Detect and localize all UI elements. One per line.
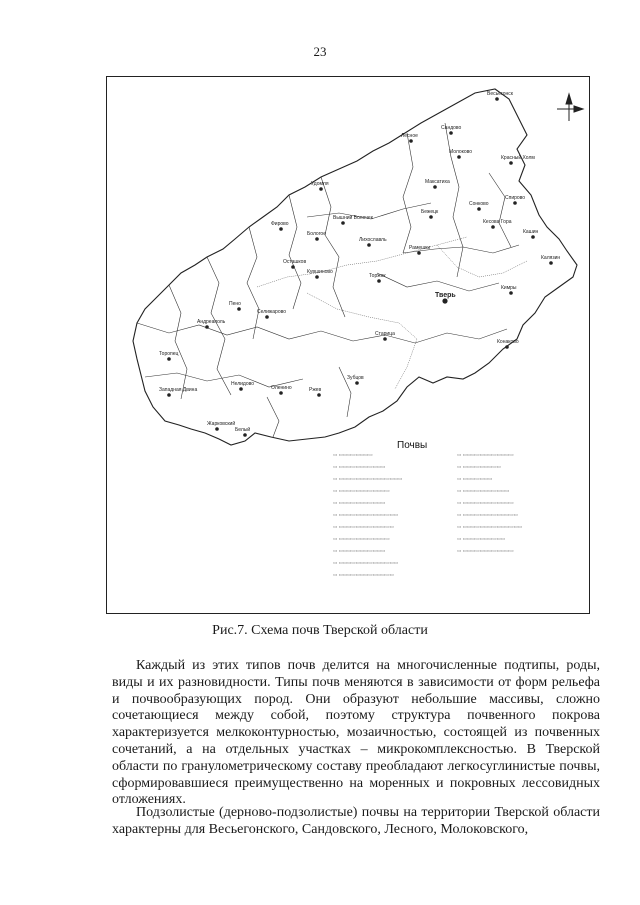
city-label: Молоково <box>449 149 473 155</box>
city-label: Бежецк <box>421 209 439 215</box>
city-label: Лесное <box>401 133 418 139</box>
city-dot <box>442 298 447 303</box>
city-label: Калязин <box>541 255 561 261</box>
city-label: Жарковский <box>207 421 236 427</box>
legend-row: ▭ ▭▭▭▭▭▭▭▭▭▭▭ <box>333 548 386 553</box>
city-dot <box>243 433 247 437</box>
city-dot <box>367 243 371 247</box>
city-label: Бологое <box>307 231 326 237</box>
city-label: Кувшиново <box>307 269 333 275</box>
legend-row: ▭ ▭▭▭▭▭▭▭▭ <box>333 452 373 457</box>
city-label: Ржев <box>309 387 322 393</box>
city-dot <box>341 221 345 225</box>
city-label: Лихославль <box>359 237 387 243</box>
city-dot <box>383 337 387 341</box>
city-dot <box>477 207 481 211</box>
city-label: Оленино <box>271 385 292 391</box>
paragraph-soil-types: Каждый из этих типов почв делится на многочисленные подтипы, роды, виды и их разновидности. Типы почв меняются в зависимости от форм рельефа и почвообразующих пород. Они образуют небольшие массивы, сложно сочетающиеся между собой, поэтому структура почвенного покрова характеризуется мелкоконтурностью, мозаичностью, состоящей из почвенных сочетаний, а на отдельных участках – микрокомплексностью. В Тверской области по гранулометрическому составу преобладают легкосуглинистые почвы, сформировавшиеся преимущественно на моренных и покровных лессовидных отложениях. <box>112 658 600 808</box>
city-dot <box>215 427 219 431</box>
legend-row: ▭ ▭▭▭▭▭▭▭▭▭▭▭▭▭▭▭ <box>333 476 403 481</box>
city-markers <box>159 91 560 437</box>
soil-map-figure <box>106 76 590 614</box>
legend-title: Почвы <box>397 440 428 451</box>
city-label: Белый <box>235 427 251 433</box>
city-label: Кашин <box>523 229 539 235</box>
city-label: Нелидово <box>231 381 255 387</box>
city-dot <box>531 235 535 239</box>
legend-row: ▭ ▭▭▭▭▭▭▭▭▭▭▭▭▭▭ <box>333 512 399 517</box>
city-dot <box>417 251 421 255</box>
legend-row: ▭ ▭▭▭▭▭▭▭▭▭▭▭▭ <box>333 536 390 541</box>
soil-legend <box>333 452 583 602</box>
legend-row: ▭ ▭▭▭▭▭▭▭▭▭▭▭ <box>333 464 386 469</box>
city-dot <box>315 237 319 241</box>
city-label: Фирово <box>271 221 289 227</box>
legend-row: ▭ ▭▭▭▭▭▭▭▭▭▭▭▭▭▭ <box>457 524 523 529</box>
city-label: Андреаполь <box>197 319 226 325</box>
city-label: Удомля <box>311 181 329 187</box>
city-dot <box>549 261 553 265</box>
city-dot <box>317 393 321 397</box>
city-label: Зубцов <box>347 375 364 381</box>
city-dot <box>239 387 243 391</box>
legend-row: ▭ ▭▭▭▭▭▭▭▭▭▭▭▭▭▭ <box>333 560 399 565</box>
city-dot <box>457 155 461 159</box>
legend-row: ▭ ▭▭▭▭▭▭▭▭▭▭▭▭ <box>457 500 514 505</box>
city-dot <box>205 325 209 329</box>
city-dot <box>509 161 513 165</box>
legend-row: ▭ ▭▭▭▭▭▭▭▭▭▭ <box>457 536 506 541</box>
city-dot <box>167 393 171 397</box>
city-label: Конаково <box>497 339 519 345</box>
city-dot <box>279 391 283 395</box>
city-label: Спирово <box>505 195 526 201</box>
city-dot <box>449 131 453 135</box>
city-dot <box>429 215 433 219</box>
city-label: Сонково <box>469 201 489 207</box>
figure-caption: Рис.7. Схема почв Тверской области <box>212 623 428 638</box>
legend-row: ▭ ▭▭▭▭▭▭▭▭▭ <box>457 464 501 469</box>
city-dot <box>279 227 283 231</box>
city-dot <box>237 307 241 311</box>
city-label: Красный Холм <box>501 155 535 161</box>
legend-row: ▭ ▭▭▭▭▭▭▭▭▭▭▭▭▭ <box>457 512 518 517</box>
city-label: Сандово <box>441 125 462 131</box>
city-dot <box>509 291 513 295</box>
city-label: Кесова Гора <box>483 219 512 225</box>
legend-row: ▭ ▭▭▭▭▭▭▭▭▭▭▭ <box>457 488 510 493</box>
legend-row: ▭ ▭▭▭▭▭▭▭ <box>457 476 493 481</box>
city-dot <box>495 97 499 101</box>
city-label: Максатиха <box>425 179 450 185</box>
city-dot <box>319 187 323 191</box>
compass-rose-icon <box>557 94 583 121</box>
legend-row: ▭ ▭▭▭▭▭▭▭▭▭▭▭▭▭ <box>333 572 394 577</box>
legend-row: ▭ ▭▭▭▭▭▭▭▭▭▭▭▭ <box>457 452 514 457</box>
city-dot <box>377 279 381 283</box>
city-label: Весьегонск <box>487 91 513 97</box>
city-dot <box>505 345 509 349</box>
city-label: Осташков <box>283 259 307 265</box>
legend-row: ▭ ▭▭▭▭▭▭▭▭▭▭▭▭▭ <box>333 524 394 529</box>
city-label: Западная Двина <box>159 387 198 393</box>
legend-row: ▭ ▭▭▭▭▭▭▭▭▭▭▭ <box>333 500 386 505</box>
city-label: Кимры <box>501 285 517 291</box>
region-outline <box>133 89 577 445</box>
city-dot <box>315 275 319 279</box>
city-dot <box>265 315 269 319</box>
city-dot <box>513 201 517 205</box>
city-label: Рамешки <box>409 245 431 251</box>
city-dot <box>409 139 413 143</box>
city-label: Пено <box>229 301 241 307</box>
city-label: Вышний Волочек <box>333 215 373 221</box>
legend-row: ▭ ▭▭▭▭▭▭▭▭▭▭▭▭ <box>457 548 514 553</box>
city-label: Торопец <box>159 351 179 357</box>
paragraph-podzolic-soils: Подзолистые (дерново-подзолистые) почвы на территории Тверской области характерны для Весьегонского, Сандовского, Лесного, Молоковского, <box>112 805 600 837</box>
city-label: Старица <box>375 331 395 337</box>
legend-row: ▭ ▭▭▭▭▭▭▭▭▭▭▭▭ <box>333 488 390 493</box>
city-dot <box>355 381 359 385</box>
city-dot <box>167 357 171 361</box>
city-dot <box>291 265 295 269</box>
city-label: Селижарово <box>257 309 287 315</box>
city-label: Торжок <box>369 273 386 279</box>
page-number: 23 <box>313 44 327 59</box>
city-dot <box>433 185 437 189</box>
city-label: Тверь <box>435 292 456 299</box>
city-dot <box>491 225 495 229</box>
